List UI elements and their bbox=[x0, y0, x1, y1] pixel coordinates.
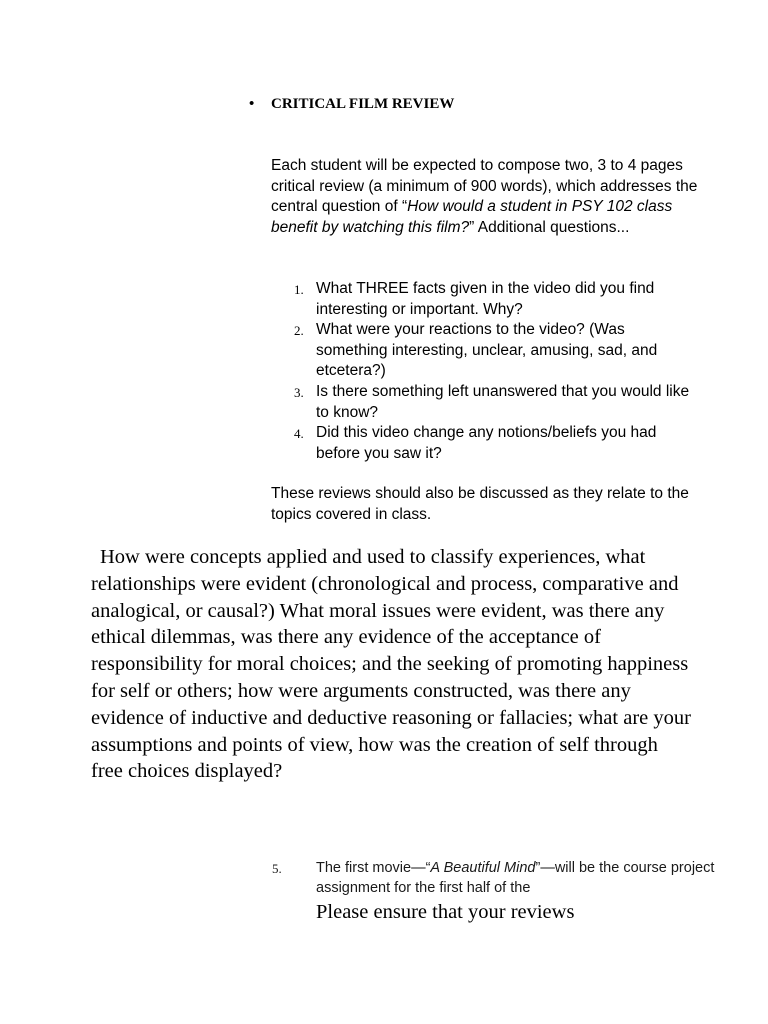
list-item bbox=[294, 279, 694, 320]
list-number: 4. bbox=[294, 426, 304, 442]
list-item-text: Is there something left unanswered that you would like to know? bbox=[316, 382, 690, 421]
list-item-text: What were your reactions to the video? (Was something interesting, unclear, amusing, sad, and etcetera?) bbox=[316, 321, 658, 380]
list-item-text: Did this video change any notions/beliefs you had before you saw it? bbox=[316, 424, 657, 462]
list-item bbox=[294, 320, 694, 382]
list-number: 5. bbox=[272, 861, 282, 876]
body-paragraph: How were concepts applied and used to classify experiences, what relationships were evident (chronological and process, comparative and analogical, or causal?) What moral issues were evident, was there any ethical dilemmas, was there any evidence of the acceptance of responsibility for moral choices; and the seeking of promoting happiness for self or others; how were arguments constructed, was there any evidence of inductive and deductive reasoning or fallacies; what are your assumptions and points of view, how was the creation of self through free choices displayed? bbox=[91, 546, 691, 783]
closing-paragraph: These reviews should also be discussed as they relate to the topics covered in class. bbox=[271, 485, 689, 523]
intro-paragraph bbox=[271, 156, 701, 238]
list-number: 3. bbox=[294, 384, 304, 400]
ensure-text: Please ensure that your reviews bbox=[316, 901, 575, 923]
intro-text-end: ” Additional questions... bbox=[469, 218, 630, 236]
list-item-5 bbox=[272, 858, 734, 898]
list-number: 2. bbox=[294, 323, 304, 339]
bullet-icon: • bbox=[249, 96, 255, 112]
central-question: How would a student in PSY 102 class benefit by watching this film? bbox=[271, 198, 673, 236]
intro-text-start: Each student will be expected to compose two, 3 to 4 pages critical review (a minimum of 900 words), which addresses the central question of “ bbox=[271, 157, 698, 216]
questions-list bbox=[294, 279, 694, 464]
list-item bbox=[294, 423, 694, 464]
item5-text-start: The first movie—“ bbox=[316, 860, 431, 876]
movie-title: A Beautiful Mind bbox=[430, 860, 536, 876]
list-item-text: What THREE facts given in the video did you find interesting or important. Why? bbox=[316, 280, 655, 318]
list-item bbox=[294, 382, 694, 423]
list-number: 1. bbox=[294, 282, 304, 297]
item5-text-end: ”—will be the course project assignment for the first half of the bbox=[316, 860, 715, 896]
heading-text: CRITICAL FILM REVIEW bbox=[271, 96, 455, 112]
